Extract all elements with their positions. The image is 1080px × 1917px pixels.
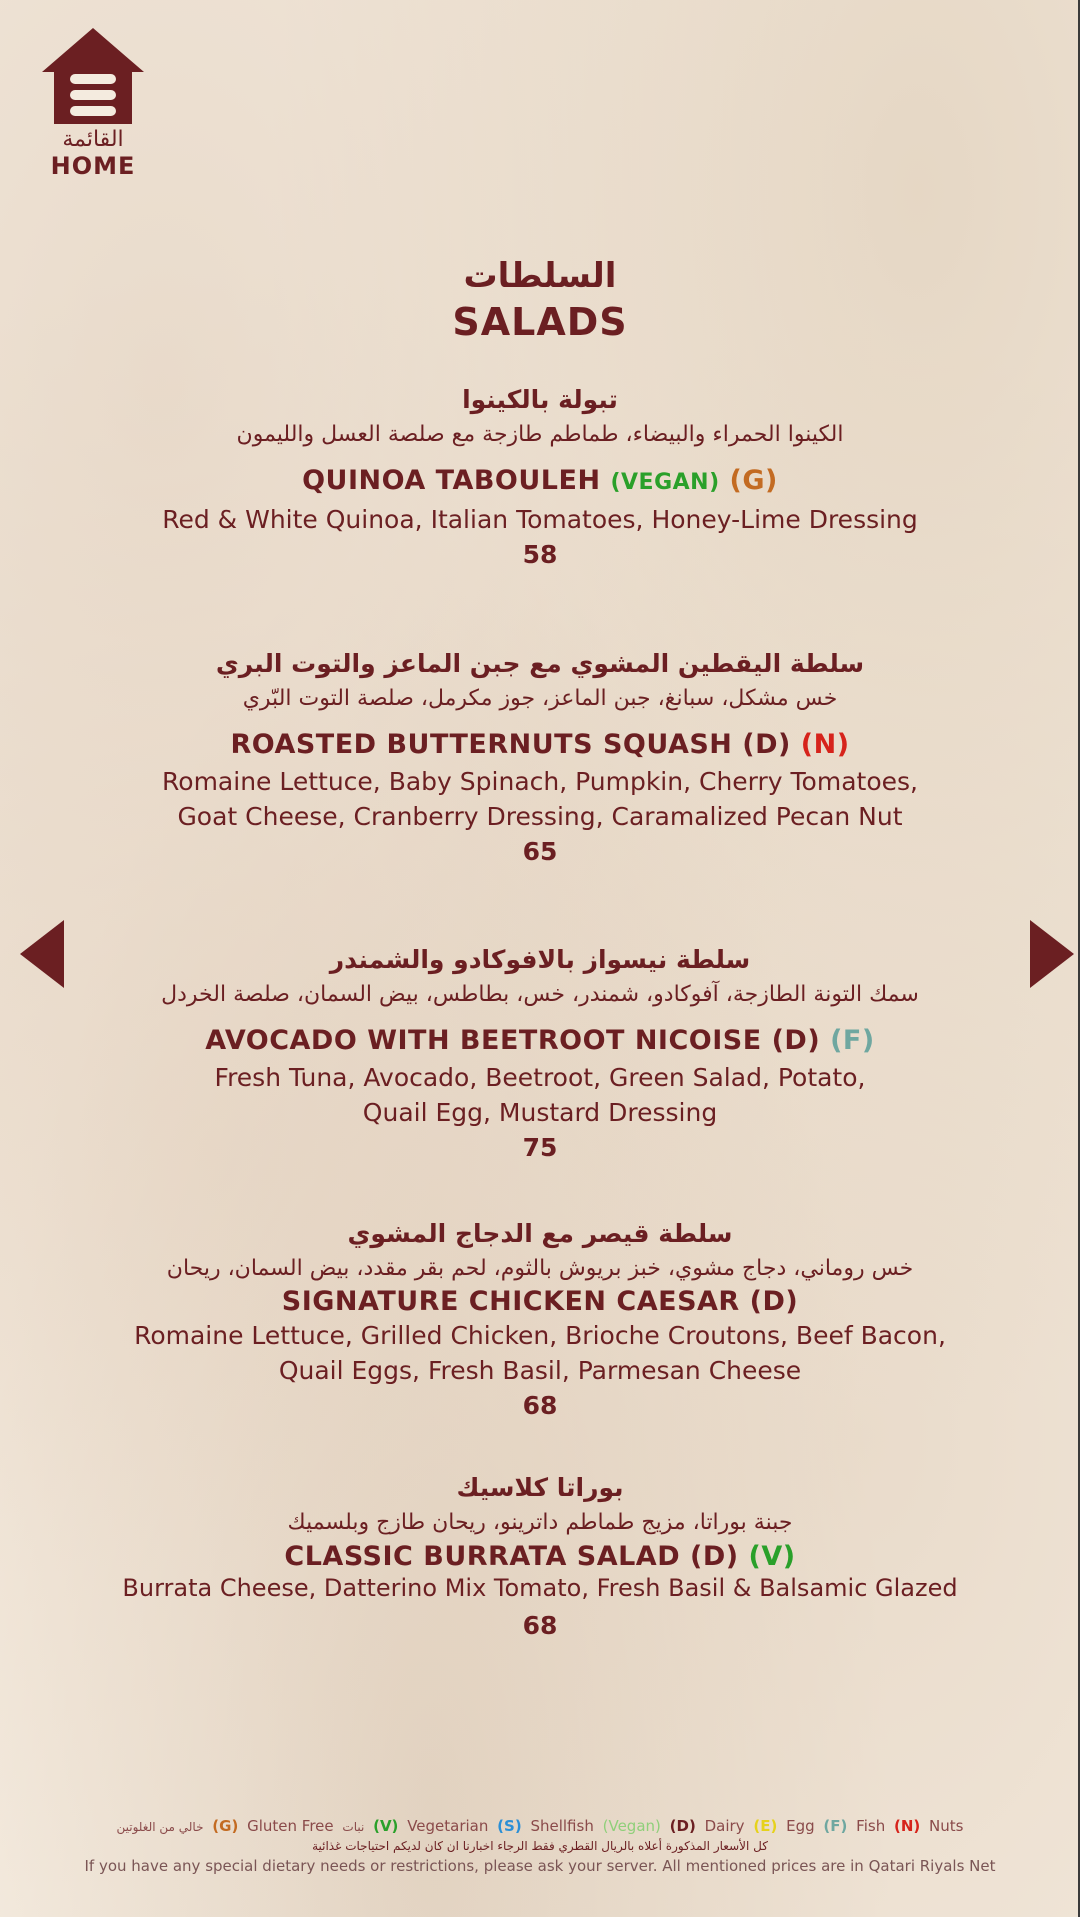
- item-desc-en-2: Quail Eggs, Fresh Basil, Parmesan Cheese: [278, 1356, 802, 1385]
- vegan-tag: (VEGAN): [610, 470, 720, 495]
- item-price: 65: [522, 837, 558, 866]
- item-desc-en: Romaine Lettuce, Grilled Chicken, Brioche Croutons, Beef Bacon,: [134, 1321, 946, 1350]
- home-button[interactable]: [38, 26, 148, 180]
- menu-item-quinoa-tabouleh: [0, 382, 1080, 573]
- item-name-ar: تبولة بالكينوا: [462, 385, 618, 414]
- legend-shellfish: Shellfish: [530, 1817, 594, 1835]
- legend-nuts: Nuts: [929, 1817, 964, 1835]
- legend-egg: Egg: [786, 1817, 815, 1835]
- item-name-en: CLASSIC BURRATA SALAD (D) (V): [284, 1541, 796, 1572]
- dietary-legend: [0, 1816, 1080, 1837]
- item-name-ar: سلطة نيسواز بالافوكادو والشمندر: [329, 945, 751, 974]
- item-name-en: QUINOA TABOULEH (VEGAN) (G): [302, 465, 778, 496]
- footer-note-ar: كل الأسعار المذكورة أعلاه بالريال القطري فقط الرجاء اخبارنا ان كان لديكم احتياجات غذائية: [312, 1839, 768, 1853]
- menu-item-burrata: [0, 1470, 1080, 1644]
- item-desc-en-2: Quail Egg, Mustard Dressing: [362, 1098, 718, 1127]
- home-label-ar: القائمة: [62, 127, 124, 152]
- item-desc-en: Burrata Cheese, Datterino Mix Tomato, Fresh Basil & Balsamic Glazed: [122, 1574, 958, 1602]
- legend-d: (D): [669, 1817, 696, 1835]
- item-price: 75: [522, 1133, 558, 1162]
- item-price: 68: [522, 1611, 558, 1640]
- nuts-tag: (N): [800, 729, 850, 760]
- footer-note-en: If you have any special dietary needs or restrictions, please ask your server. All mentioned prices are in Qatari Riyals Net: [84, 1857, 996, 1875]
- legend-veg-ar: نبات: [342, 1820, 365, 1834]
- item-name-en: ROASTED BUTTERNUTS SQUASH (D) (N): [230, 729, 850, 760]
- home-label-en: HOME: [50, 152, 136, 180]
- legend-fish: Fish: [856, 1817, 886, 1835]
- legend-dairy: Dairy: [704, 1817, 745, 1835]
- legend-gluten: Gluten Free: [247, 1817, 334, 1835]
- item-desc-en: Romaine Lettuce, Baby Spinach, Pumpkin, Cherry Tomatoes,: [162, 767, 918, 796]
- home-icon: [40, 26, 146, 126]
- item-desc-ar: خس روماني، دجاج مشوي، خبز بريوش بالثوم، لحم بقر مقدد، بيض السمان، ريحان: [166, 1256, 914, 1281]
- legend-e: (E): [753, 1817, 778, 1835]
- legend-vegan: (Vegan): [602, 1817, 661, 1835]
- item-desc-en: Red & White Quinoa, Italian Tomatoes, Honey-Lime Dressing: [162, 505, 918, 534]
- menu-item-avocado-nicoise: [0, 942, 1080, 1166]
- item-desc-ar: جبنة بوراتا، مزيج طماطم داترينو، ريحان طازج وبلسميك: [287, 1510, 793, 1535]
- item-name-ar: سلطة قيصر مع الدجاج المشوي: [347, 1219, 733, 1248]
- legend-f: (F): [823, 1817, 848, 1835]
- item-desc-en: Fresh Tuna, Avocado, Beetroot, Green Salad, Potato,: [214, 1063, 866, 1092]
- item-name-en: SIGNATURE CHICKEN CAESAR (D): [281, 1286, 799, 1317]
- gluten-free-tag: (G): [729, 465, 778, 496]
- item-name-en: AVOCADO WITH BEETROOT NICOISE (D) (F): [205, 1025, 875, 1056]
- vegetarian-tag: (V): [748, 1541, 796, 1572]
- section-title-en: SALADS: [452, 300, 628, 344]
- item-name-ar: بوراتا كلاسيك: [456, 1473, 624, 1502]
- item-desc-ar: الكينوا الحمراء والبيضاء، طماطم طازجة مع صلصة العسل والليمون: [236, 422, 844, 447]
- item-desc-ar: خس مشكل، سبانغ، جبن الماعز، جوز مكرمل، صلصة التوت البّري: [242, 686, 838, 711]
- item-desc-en-2: Goat Cheese, Cranberry Dressing, Caramalized Pecan Nut: [177, 802, 903, 831]
- menu-item-chicken-caesar: [0, 1216, 1080, 1424]
- item-name-ar: سلطة اليقطين المشوي مع جبن الماعز والتوت البري: [215, 649, 865, 678]
- legend-v: (V): [373, 1817, 399, 1835]
- legend-gluten-ar: خالي من الغلوتين: [116, 1820, 204, 1834]
- item-price: 68: [522, 1391, 558, 1420]
- section-title-ar: السلطات: [463, 256, 617, 296]
- legend-n: (N): [893, 1817, 921, 1835]
- legend-g: (G): [212, 1817, 239, 1835]
- item-desc-ar: سمك التونة الطازجة، آفوكادو، شمندر، خس، بطاطس، بيض السمان، صلصة الخردل: [161, 982, 919, 1007]
- menu-item-butternut-squash: [0, 646, 1080, 870]
- item-price: 58: [522, 540, 558, 569]
- legend-s: (S): [497, 1817, 522, 1835]
- legend-vegetarian: Vegetarian: [407, 1817, 489, 1835]
- fish-tag: (F): [830, 1025, 875, 1056]
